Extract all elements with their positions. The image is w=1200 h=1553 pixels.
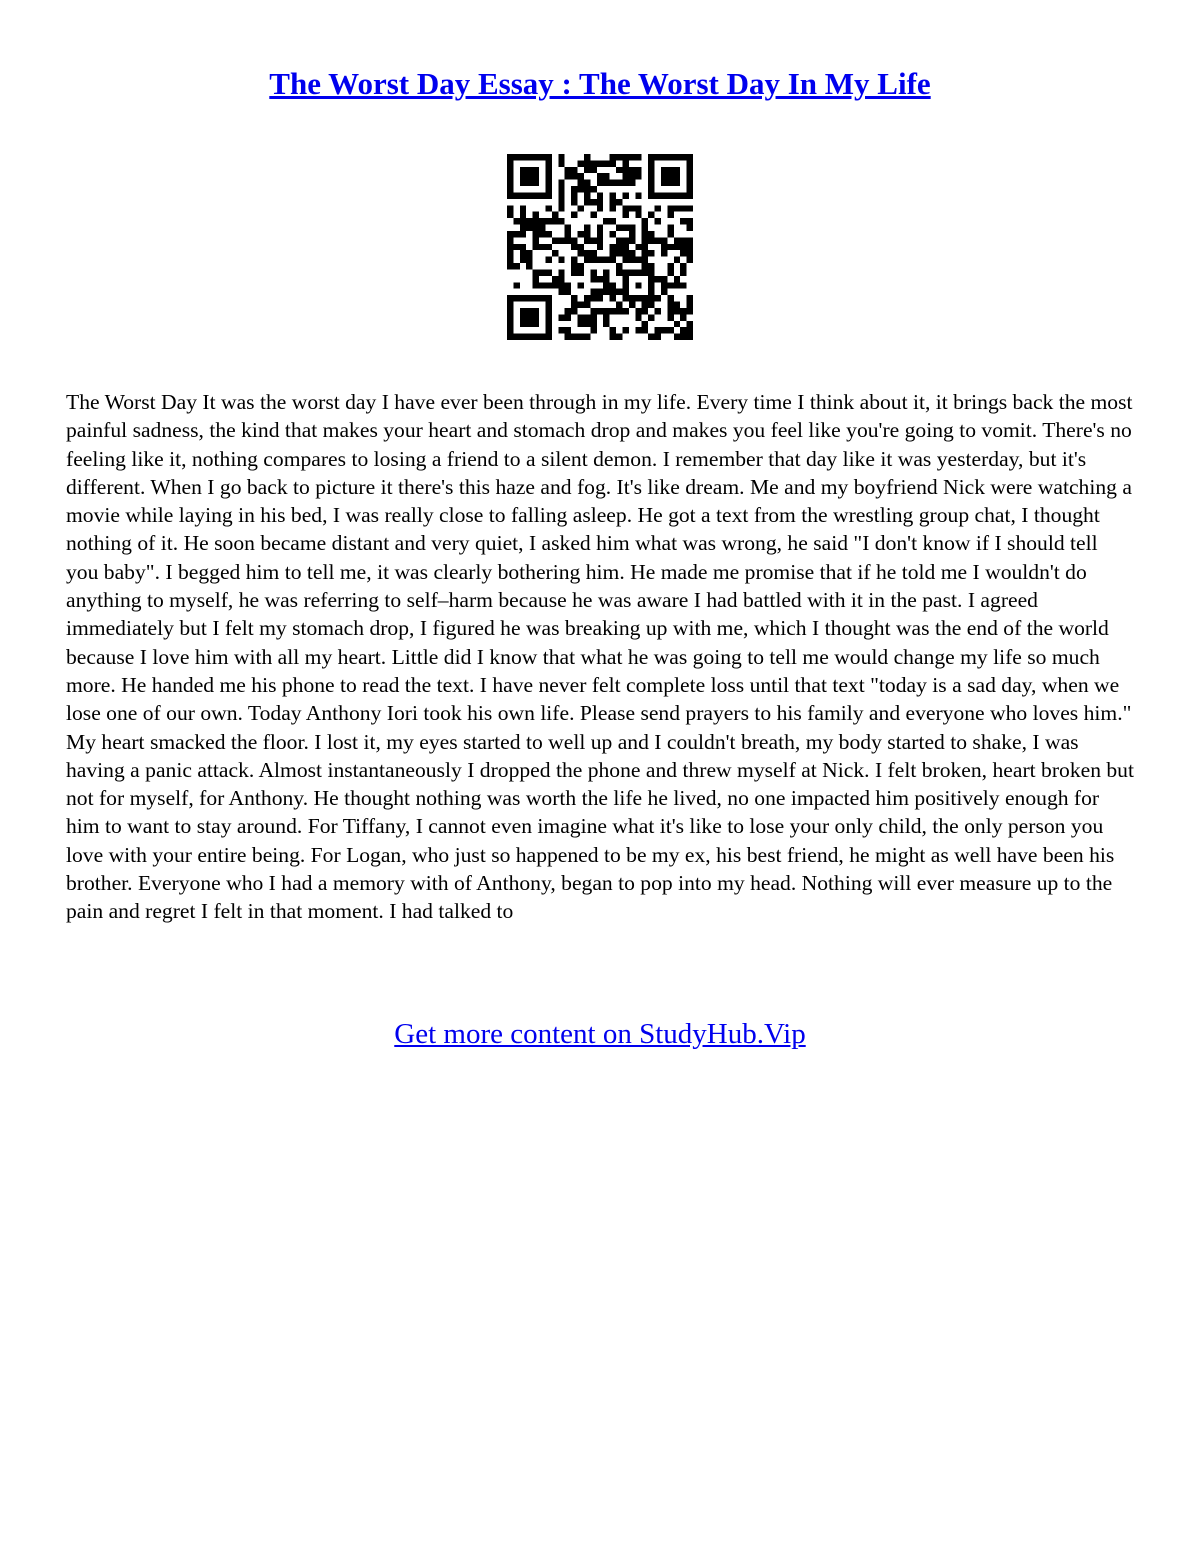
essay-body: The Worst Day It was the worst day I have ever been through in my life. Every time I think about it, it brings back the most painful sadness, the kind that makes your heart and stomach drop and makes you feel like you're going to vomit. There's no feeling like it, nothing compares to losing a friend to a silent demon. I remember that day like it was yesterday, but it's different. When I go back to picture it there's this haze and fog. It's like dream. Me and my boyfriend Nick were watching a movie while laying in his bed, I was really close to falling asleep. He got a text from the wrestling group chat, I thought nothing of it. He soon became distant and very quiet, I asked him what was wrong, he said "I don't know if I should tell you baby". I begged him to tell me, it was clearly bothering him. He made me promise that if he told me I wouldn't do anything to myself, he was referring to self–harm because he was aware I had battled with it in the past. I agreed immediately but I felt my stomach drop, I figured he was breaking up with me, which I thought was the end of the world because I love him with all my heart. Little did I know that what he was going to tell me would change my life so much more. He handed me his phone to read the text. I have never felt complete loss until that text "today is a sad day, when we lose one of our own. Today Anthony Iori took his own life. Please send prayers to his family and everyone who loves him." My heart smacked the floor. I lost it, my eyes started to well up and I couldn't breath, my body started to shake, I was having a panic attack. Almost instantaneously I dropped the phone and threw myself at Nick. I felt broken, heart broken but not for myself, for Anthony. He thought nothing was worth the life he lived, no one impacted him positively enough for him to want to stay around. For Tiffany, I cannot even imagine what it's like to lose your only child, the only person you love with your entire being. For Logan, who just so happened to be my ex, his best friend, he might as well have been his brother. Everyone who I had a memory with of Anthony, began to pop into my head. Nothing will ever measure up to the pain and regret I felt in that moment. I had talked to [66, 390, 1134, 924]
footer-link-container [0, 1012, 1200, 1056]
title-link[interactable]: The Worst Day Essay : The Worst Day In My Life [269, 66, 931, 101]
qr-code-icon [507, 154, 693, 340]
studyhub-link[interactable]: Get more content on StudyHub.Vip [394, 1018, 806, 1050]
page-title [0, 62, 1200, 106]
